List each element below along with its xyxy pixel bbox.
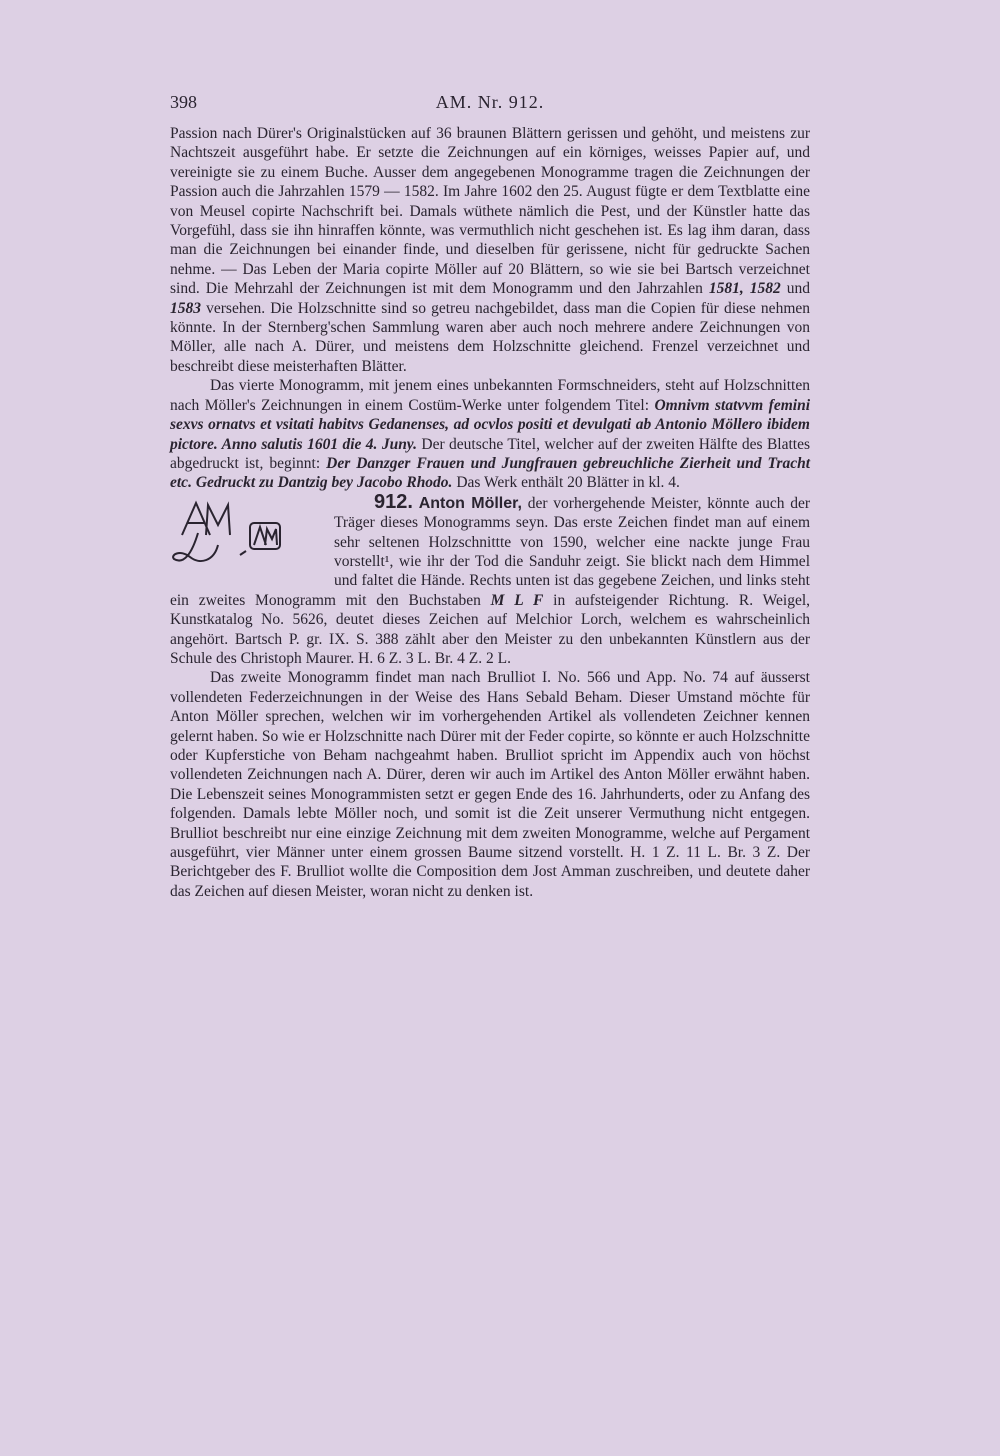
monogram-figure	[170, 495, 328, 591]
body-text	[170, 124, 810, 901]
monogram-2-letters	[254, 527, 277, 545]
latin-title: Omnivm statvvm femini sexvs ornatvs et vsitati habitvs Gedanenses, ad ocvlos positi et devulgati ab Antonio Möllero ibidem pictore. Anno salutis 1601 die 4. Juny.	[170, 396, 811, 453]
mlf-letters: M L F	[490, 591, 544, 609]
page-header	[170, 86, 810, 116]
entry-name: Anton Möller,	[418, 494, 522, 512]
monogram-1-m	[206, 505, 230, 535]
paragraph-4: Das zweite Monogramm findet man nach Brulliot I. No. 566 und App. No. 74 auf äusserst vollendeten Federzeichnungen in der Weise des Hans Sebald Beham. Dieser Umstand möchte für Anton Möller sprechen, welchen wir im vorhergehenden Artikel als vollendeten Zeichner kennen gelernt haben. So wie er Holzschnitte nach Dürer mit der Feder copirte, so könnte er auch Holzschnitte oder Kupferstiche von Beham nachgeahmt haben. Brulliot spricht im Appendix auch von höchst vollendeten Zeichnungen nach A. Dürer, deren wir auch im Artikel des Anton Möller erwähnt haben. Die Lebenszeit seines Monogrammisten setzt er gegen Ende des 16. Jahrhunderts, oder zu Anfang des folgenden. Damals lebte Möller noch, und somit ist die Zeit unserer Vermuthung nicht entgegen. Brulliot beschreibt nur eine einzige Zeichnung mit dem zweiten Monogramme, welche auf Pergament ausgeführt, vier Männer unter einem grossen Baume sitzend vorstellt. H. 1 Z. 11 L. Br. 3 Z. Der Berichtgeber des F. Brulliot wollte die Composition dem Jost Amman zuschreiben, und deutete daher das Zeichen auf diesen Meister, woran nicht zu denken ist.	[170, 669, 810, 900]
entry-number: 912.	[374, 490, 413, 513]
year-1583: 1583	[170, 299, 201, 317]
paragraph-1: Passion nach Dürer's Originalstücken auf 36 braunen Blättern gerissen und gehöht, und meistens zur Nachtszeit ausgeführt habe. Er setzte die Zeichnungen auf ein körniges, weisses Papier auf, und vereinigte sie zu einem Buche. Ausser dem angegebenen Monogramme tragen die Zeichnungen der Passion auch die Jahrzahlen 1579 — 1582. Im Jahre 1602 den 25. August fügte er dem Textblatte eine von Meusel copirte Nachschrift bei. Damals wüthete nämlich die Pest, und der Künstler hatte das Vorgefühl, dass sie ihn hinraffen könnte, was vermuthlich nicht geschehen ist. Es lag ihm daran, dass man die Zeichnungen bei einander finde, und dieselben für gerissene, nicht für gedruckte Sachen nehme. — Das Leben der Maria copirte Möller auf 20 Blättern, so wie sie bei Bartsch verzeichnet sind. Die Mehrzahl der Zeichnungen ist mit dem Monogramm und den Jahrzahlen 1581, 1582 und 1583 versehen. Die Holzschnitte sind so getreu nachgebildet, dass man die Copien für diese nehmen könnte. In der Sternberg'schen Sammlung waren aber auch noch mehrere andere Zeichnungen von Möller, alle nach A. Dürer, und meistens dem Holzschnitte gleichend. Frenzel verzeichnet und beschreibt diese meisterhaften Blätter.	[170, 125, 811, 375]
entry-912: 912. Anton Möller, der vorhergehende Meister, könnte auch der Träger dieses Monogramms seyn. Das erste Zeichen findet man auf einem sehr seltenen Holzschnittte von 1590, welcher eine nackte junge Frau vorstellt¹, wie ihr der Tod die Sanduhr zeigt. Sie blickt nach dem Himmel und faltet die Hände. Rechts unten ist das gegebene Zeichen, und links steht ein zweites Monogramm mit den Buchstaben M L F in aufsteigender Richtung. R. Weigel, Kunstkatalog No. 5626, deutet dieses Zeichen auf Melchior Lorch, welchem es wahrscheinlich angehört. Bartsch P. gr. IX. S. 388 zählt aber den Meister zu den unbekannten Künstlern aus der Schule des Christoph Maurer. H. 6 Z. 3 L. Br. 4 Z. 2 L.	[170, 490, 811, 667]
year-1582: 1582	[749, 280, 781, 298]
running-head: AM. Nr. 912.	[435, 92, 545, 112]
german-title: Der Danzger Frauen und Jungfrauen gebreuchliche Zierheit und Tracht etc. Gedruckt zu Dantzig bey Jacobo Rhodo.	[170, 454, 811, 492]
page-number: 398	[170, 92, 197, 112]
year-1581: 1581,	[708, 280, 744, 298]
monogram-1-flourish	[173, 533, 218, 561]
monogram-svg	[170, 495, 328, 591]
paragraph-2: Das vierte Monogramm, mit jenem eines unbekannten Formschneiders, steht auf Holzschnitten nach Möller's Zeichnungen in einem Costüm-Werke unter folgendem Titel: Omnivm statvvm femini sexvs ornatvs et vsitati habitvs Gedanenses, ad ocvlos positi et devulgati ab Antonio Möllero ibidem pictore. Anno salutis 1601 die 4. Juny. Der deutsche Titel, welcher auf der zweiten Hälfte des Blattes abgedruckt ist, beginnt: Der Danzger Frauen und Jungfrauen gebreuchliche Zierheit und Tracht etc. Gedruckt zu Dantzig bey Jacobo Rhodo. Das Werk enthält 20 Blätter in kl. 4.	[170, 377, 811, 492]
monogram-2-tail	[240, 551, 246, 555]
